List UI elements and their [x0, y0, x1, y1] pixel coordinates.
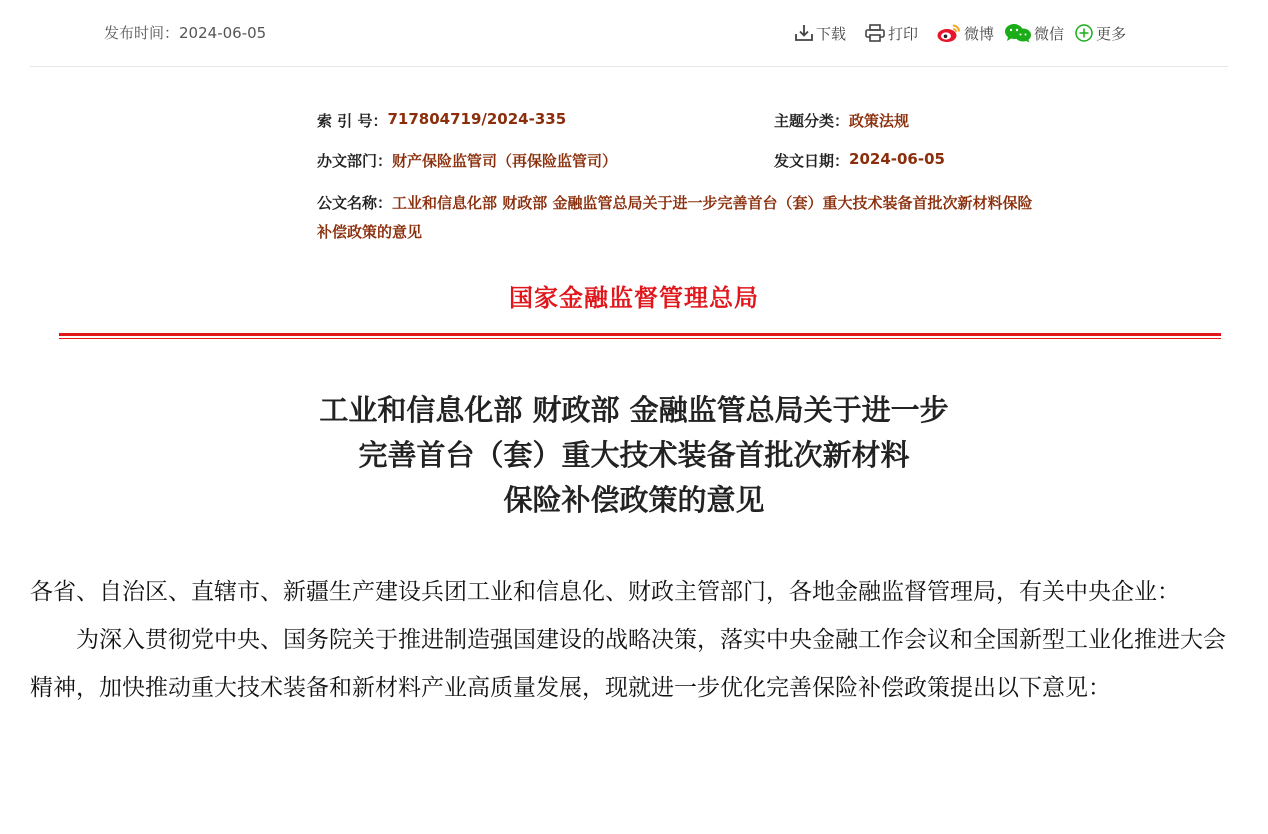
meta-docname-label: 公文名称： [317, 194, 393, 212]
meta-date-label: 发文日期： [774, 152, 850, 170]
share-wechat-button[interactable] [1004, 23, 1064, 44]
wechat-icon [1004, 23, 1034, 43]
meta-topic-value: 政策法规 [849, 112, 910, 130]
top-toolbar [0, 0, 1268, 66]
document-title [0, 388, 1268, 523]
meta-date-row [774, 150, 945, 171]
document-body [30, 568, 1230, 712]
share-weibo-button[interactable] [936, 23, 994, 44]
download-icon [794, 24, 816, 42]
download-button[interactable] [794, 23, 846, 44]
meta-topic-row [774, 110, 909, 131]
meta-date-value: 2024-06-05 [849, 150, 945, 168]
title-line: 完善首台（套）重大技术装备首批次新材料 [358, 438, 910, 472]
title-line: 工业和信息化部 财政部 金融监管总局关于进一步 [319, 393, 949, 427]
download-label: 下载 [816, 24, 847, 43]
addressee-paragraph: 各省、自治区、直辖市、新疆生产建设兵团工业和信息化、财政主管部门，各地金融监督管理局，有关中央企业： [30, 579, 1180, 605]
weibo-label: 微博 [964, 24, 995, 43]
print-icon [864, 24, 888, 42]
top-divider [30, 66, 1228, 67]
meta-index-row [317, 110, 566, 131]
meta-index-label: 索 引 号： [317, 112, 388, 130]
weibo-icon [936, 23, 964, 43]
meta-dept-label: 办文部门： [317, 152, 393, 170]
meta-dept-value: 财产保险监管司（再保险监管司） [392, 152, 618, 170]
publish-time-value: 2024-06-05 [179, 24, 267, 42]
print-label: 打印 [888, 24, 919, 43]
meta-index-value: 717804719/2024-335 [387, 110, 567, 128]
title-line: 保险补偿政策的意见 [503, 483, 765, 517]
wechat-label: 微信 [1034, 24, 1065, 43]
red-divider [59, 333, 1221, 339]
meta-topic-label: 主题分类： [774, 112, 850, 130]
plus-circle-icon [1074, 23, 1096, 43]
more-share-button[interactable] [1074, 23, 1126, 44]
publish-time [104, 22, 266, 43]
more-label: 更多 [1096, 24, 1127, 43]
meta-docname-value: 工业和信息化部 财政部 金融监管总局关于进一步完善首台（套）重大技术装备首批次新材料保险补偿政策的意见 [317, 194, 1033, 241]
issuing-agency: 国家金融监督管理总局 [509, 284, 759, 312]
meta-dept-row [317, 150, 617, 171]
article-actions [794, 20, 1126, 46]
print-button[interactable] [864, 23, 918, 44]
meta-docname [317, 189, 1037, 247]
publish-time-label: 发布时间： [104, 24, 180, 42]
body-paragraph: 为深入贯彻党中央、国务院关于推进制造强国建设的战略决策，落实中央金融工作会议和全国新型工业化推进大会精神，加快推动重大技术装备和新材料产业高质量发展，现就进一步优化完善保险补偿政策提出以下意见： [30, 627, 1226, 701]
